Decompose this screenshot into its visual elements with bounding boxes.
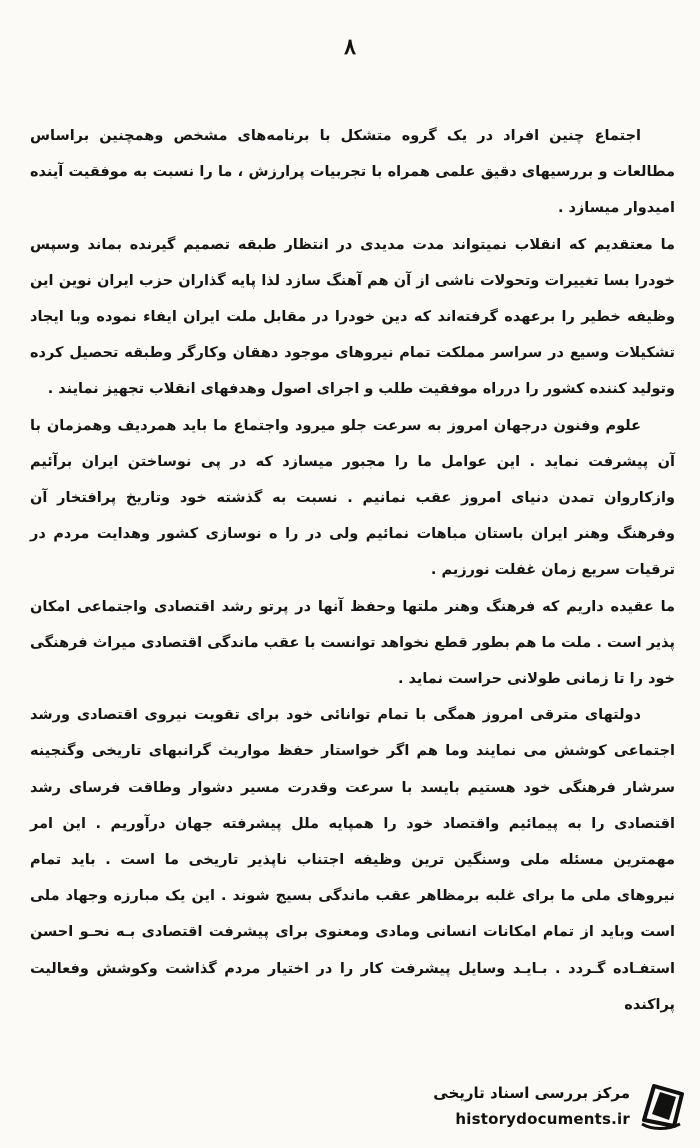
page-number: ۸ bbox=[344, 34, 356, 60]
watermark-title: مرکز بررسی اسناد تاریخی bbox=[433, 1084, 630, 1102]
paragraph-3: علوم وفنون درجهان امروز به سرعت جلو میرود واجتماع ما باید همردیف وهمزمان با آن پیشرفت نماید . این عوامل ما را مجبور میسازد که در پی نوساختن ایران برآئیم وازکاروان تمدن دنیای امروز عقب نمانیم . نسبت به گذشته خود وتاریخ پرافتخار آن وفرهنگ وهنر ایران باستان مباهات نمائیم ولی در را ه نوسازی کشور وهدایت مردم در ترقیات سریع زمان غفلت نورزیم . bbox=[30, 417, 675, 579]
paragraph-1: اجتماع چنین افراد در یک گروه متشکل با برنامه‌های مشخص وهمچنین براساس مطالعات و بررسیهای دقیق علمی همراه با تجربیات پرارزش ، ما را نسبت به موفقیت آینده امیدوار میسازد . bbox=[30, 128, 675, 217]
watermark-url: historydocuments.ir bbox=[455, 1110, 630, 1128]
paragraph-2: ما معتقدیم که انقلاب نمیتواند مدت مدیدی در انتظار طبقه تصمیم گیرنده بماند وسپس خودرا بسا تغییرات وتحولات ناشی از آن هم آهنگ سازد لذا پایه گذاران حزب ایران نوین این وظیفه خطیر را برعهده گرفته‌اند که دین خودرا در مقابل ملت ایران ایفاء نموده وبا ایجاد تشکیلات وسیع در سراسر مملکت تمام نیروهای موجود دهقان وکارگر وطبقه تحصیل کرده وتولید کننده کشور را درراه موفقیت طلب و اجرای اصول وهدفهای انقلاب تجهیز نمایند . bbox=[30, 236, 675, 398]
document-body bbox=[30, 118, 675, 1023]
paragraph-5: دولتهای مترقی امروز همگی با تمام توانائی خود برای تقویت نیروی اقتصادی ورشد اجتماعی کوشش می نمایند وما هم اگر خواستار حفظ مواریث گرانبهای تاریخی وگنجینه سرشار فرهنگی خود هستیم بایسد با سرعت وقدرت مسیر دشوار وطاقت فرسای رشد اقتصادی را به پیمائیم واقتصاد خود را همپایه ملل پیشرفته جهان درآوریم . این امر مهمترین مسئله ملی وسنگین ترین وظیفه اجتناب ناپذیر تاریخی ما است . باید تمام نیروهای ملی ما برای غلبه برمظاهر عقب ماندگی بسیج شوند . این یک مبارزه وجهاد ملی است وباید از تمام امکانات انسانی ومادی ومعنوی برای پیشرفت اقتصادی بـه نحـو احسن استفـاده گـردد . بـایـد وسایل پیشرفت کار را در اختیار مردم گذاشت وکوشش وفعالیت پراکنده bbox=[30, 707, 675, 1013]
paragraph-4: ما عقیده داریم که فرهنگ وهنر ملتها وحفظ آنها در پرتو رشد اقتصادی واجتماعی امکان پذیر است . ملت ما هم بطور قطع نخواهد توانست با عقب ماندگی اقتصادی میراث فرهنگی خود را تا زمانی طولانی حراست نماید . bbox=[30, 598, 675, 688]
watermark bbox=[398, 1076, 688, 1138]
folded-document-logo-icon bbox=[638, 1080, 688, 1132]
